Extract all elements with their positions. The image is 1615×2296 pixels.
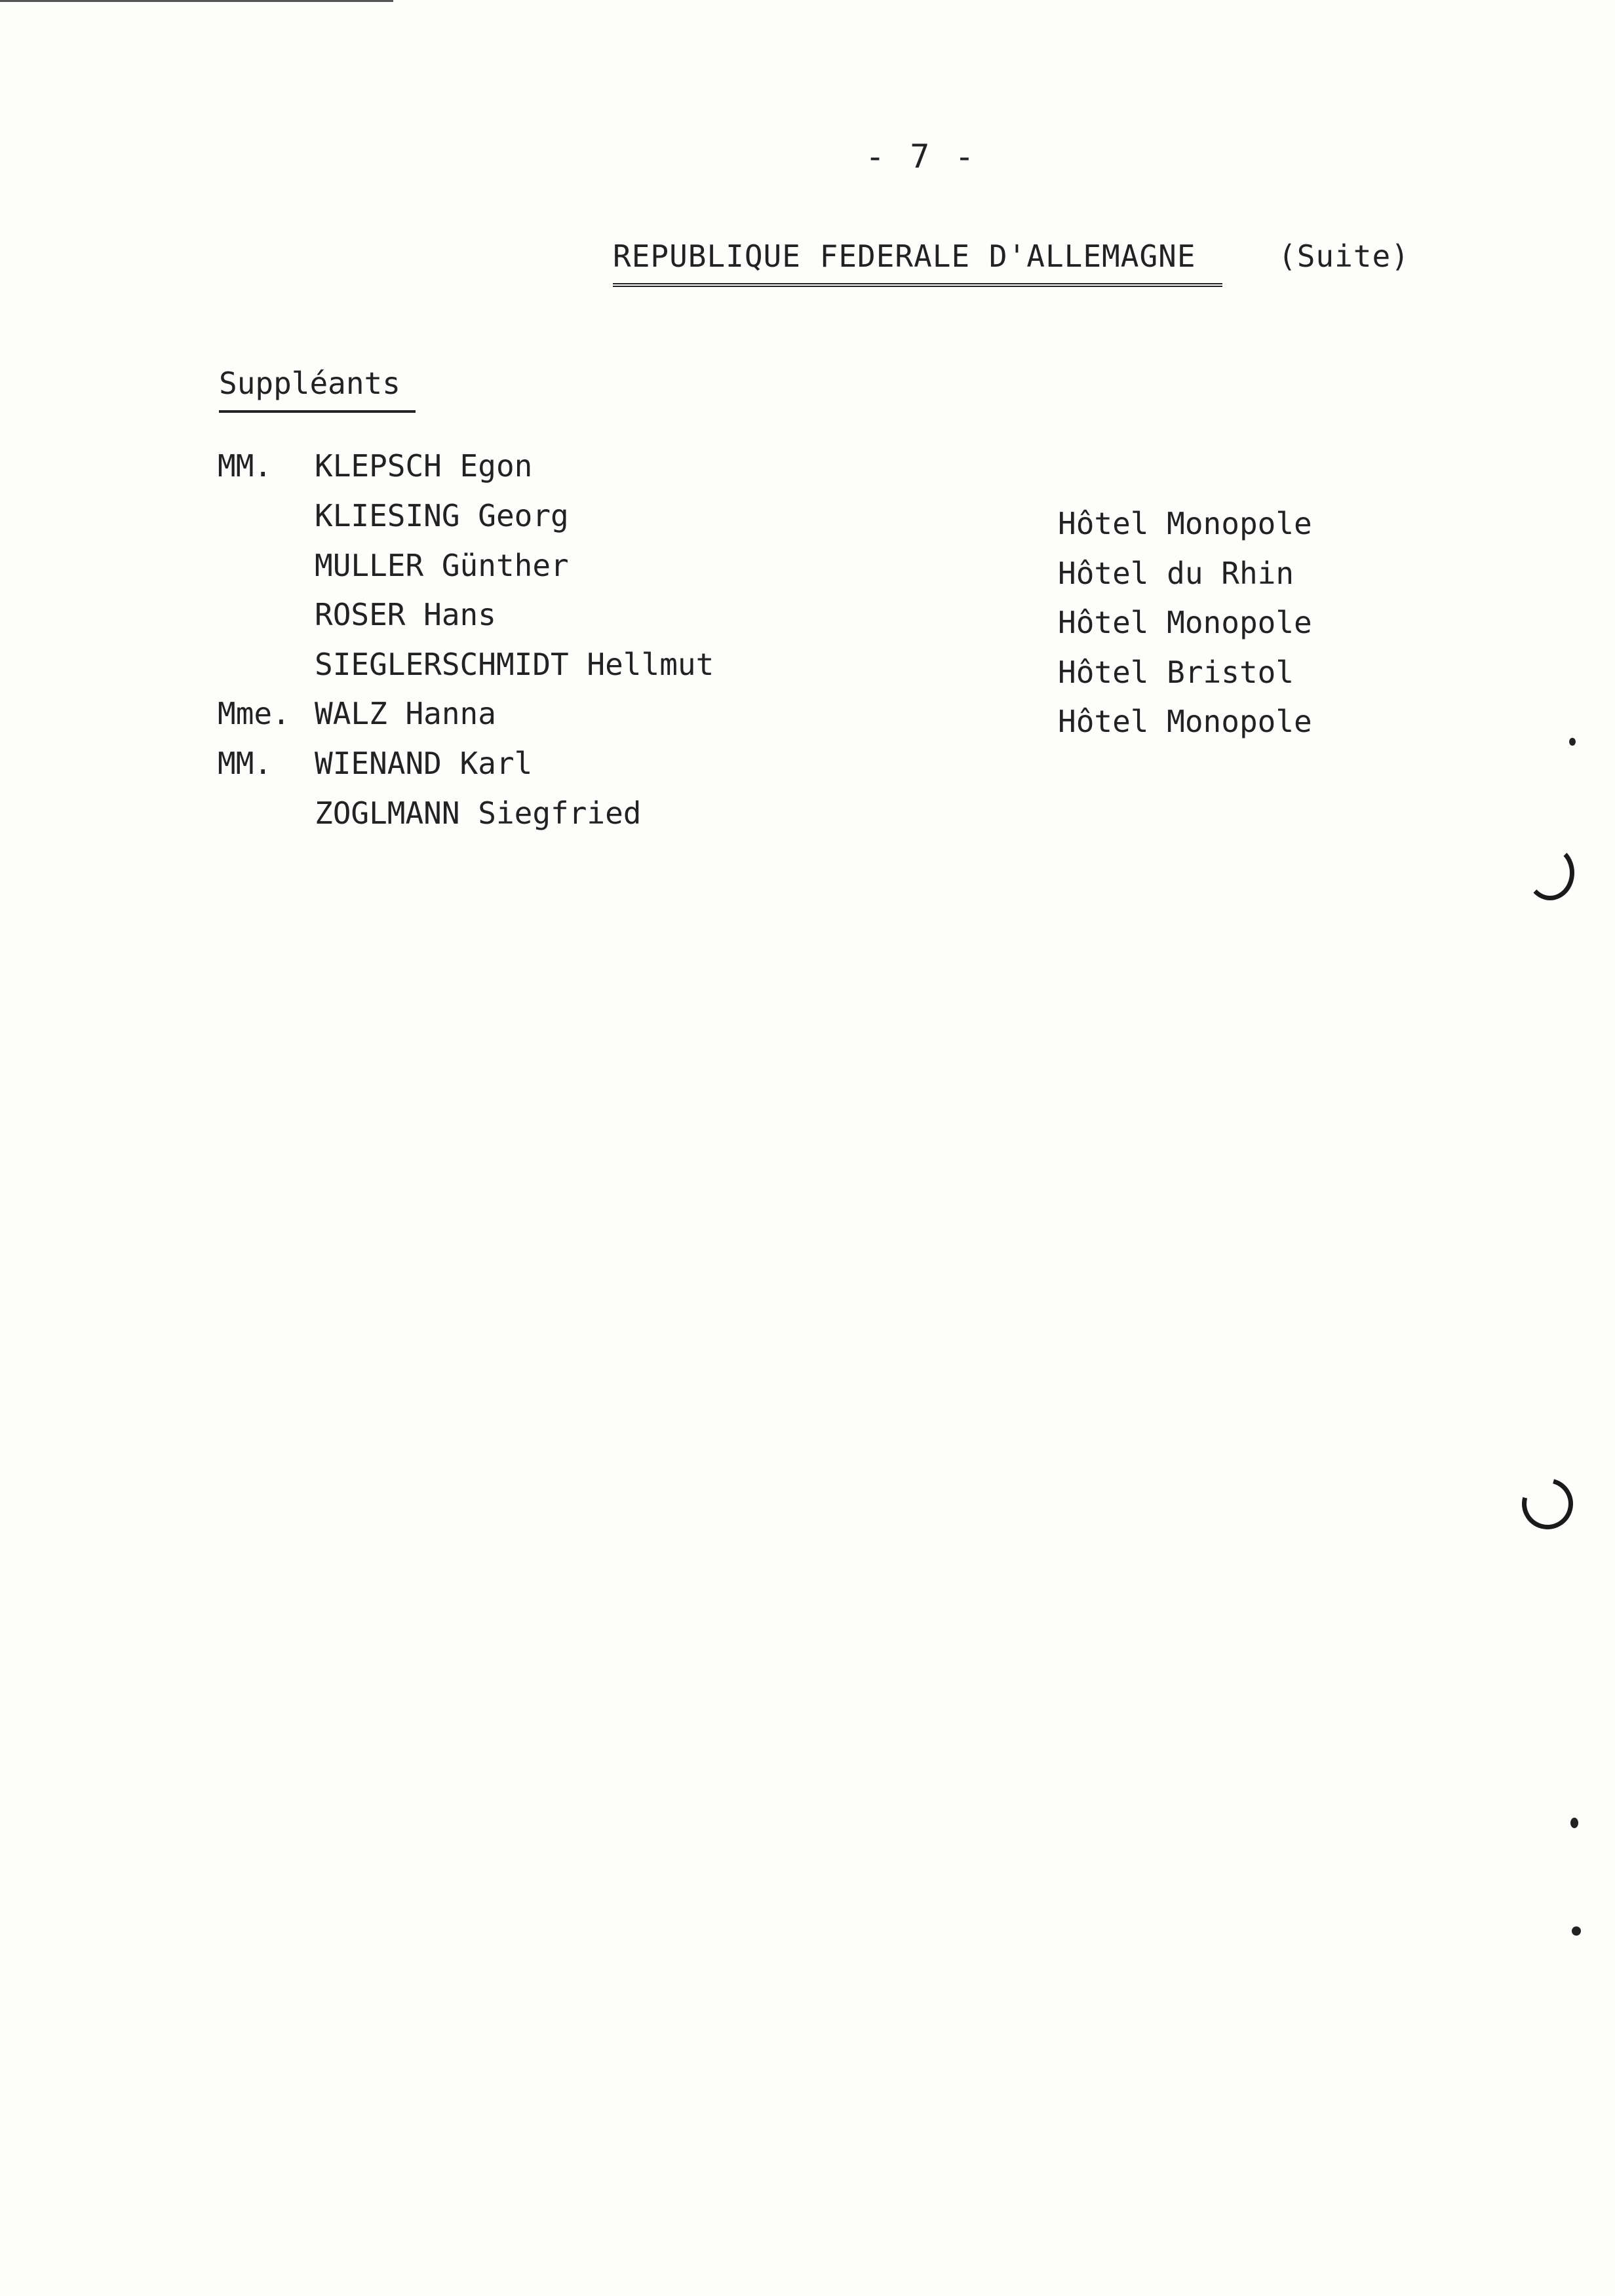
member-salutation: Mme.: [218, 696, 290, 731]
member-hotel: Hôtel Monopole: [1058, 605, 1312, 640]
continuation-label: (Suite): [1278, 239, 1410, 274]
binder-hole-ring: [1513, 1469, 1583, 1539]
member-hotel: Hôtel du Rhin: [1058, 556, 1294, 591]
section-title: Suppléants: [219, 366, 416, 413]
margin-mark: [1569, 738, 1576, 746]
country-heading: REPUBLIQUE FEDERALE D'ALLEMAGNE: [613, 239, 1222, 287]
member-salutation: MM.: [218, 746, 273, 781]
member-name: KLIESING Georg: [315, 498, 569, 533]
margin-mark: [1572, 1926, 1581, 1936]
member-name: WIENAND Karl: [315, 746, 533, 781]
member-name: WALZ Hanna: [315, 696, 496, 731]
member-name: MULLER Günther: [315, 548, 569, 583]
scan-edge-line: [0, 0, 393, 2]
member-name: SIEGLERSCHMIDT Hellmut: [315, 647, 714, 682]
member-salutation: MM.: [218, 448, 273, 484]
member-name: ROSER Hans: [315, 597, 496, 632]
member-hotel: Hôtel Monopole: [1058, 506, 1312, 541]
member-name: ZOGLMANN Siegfried: [315, 795, 642, 831]
member-name: KLEPSCH Egon: [315, 448, 533, 484]
document-heading: [613, 239, 1410, 287]
binder-hole-mark: [1526, 845, 1574, 900]
member-hotel: Hôtel Bristol: [1058, 655, 1294, 690]
page-number: - 7 -: [865, 138, 977, 176]
member-hotel: Hôtel Monopole: [1058, 704, 1312, 739]
margin-mark: [1570, 1818, 1578, 1828]
